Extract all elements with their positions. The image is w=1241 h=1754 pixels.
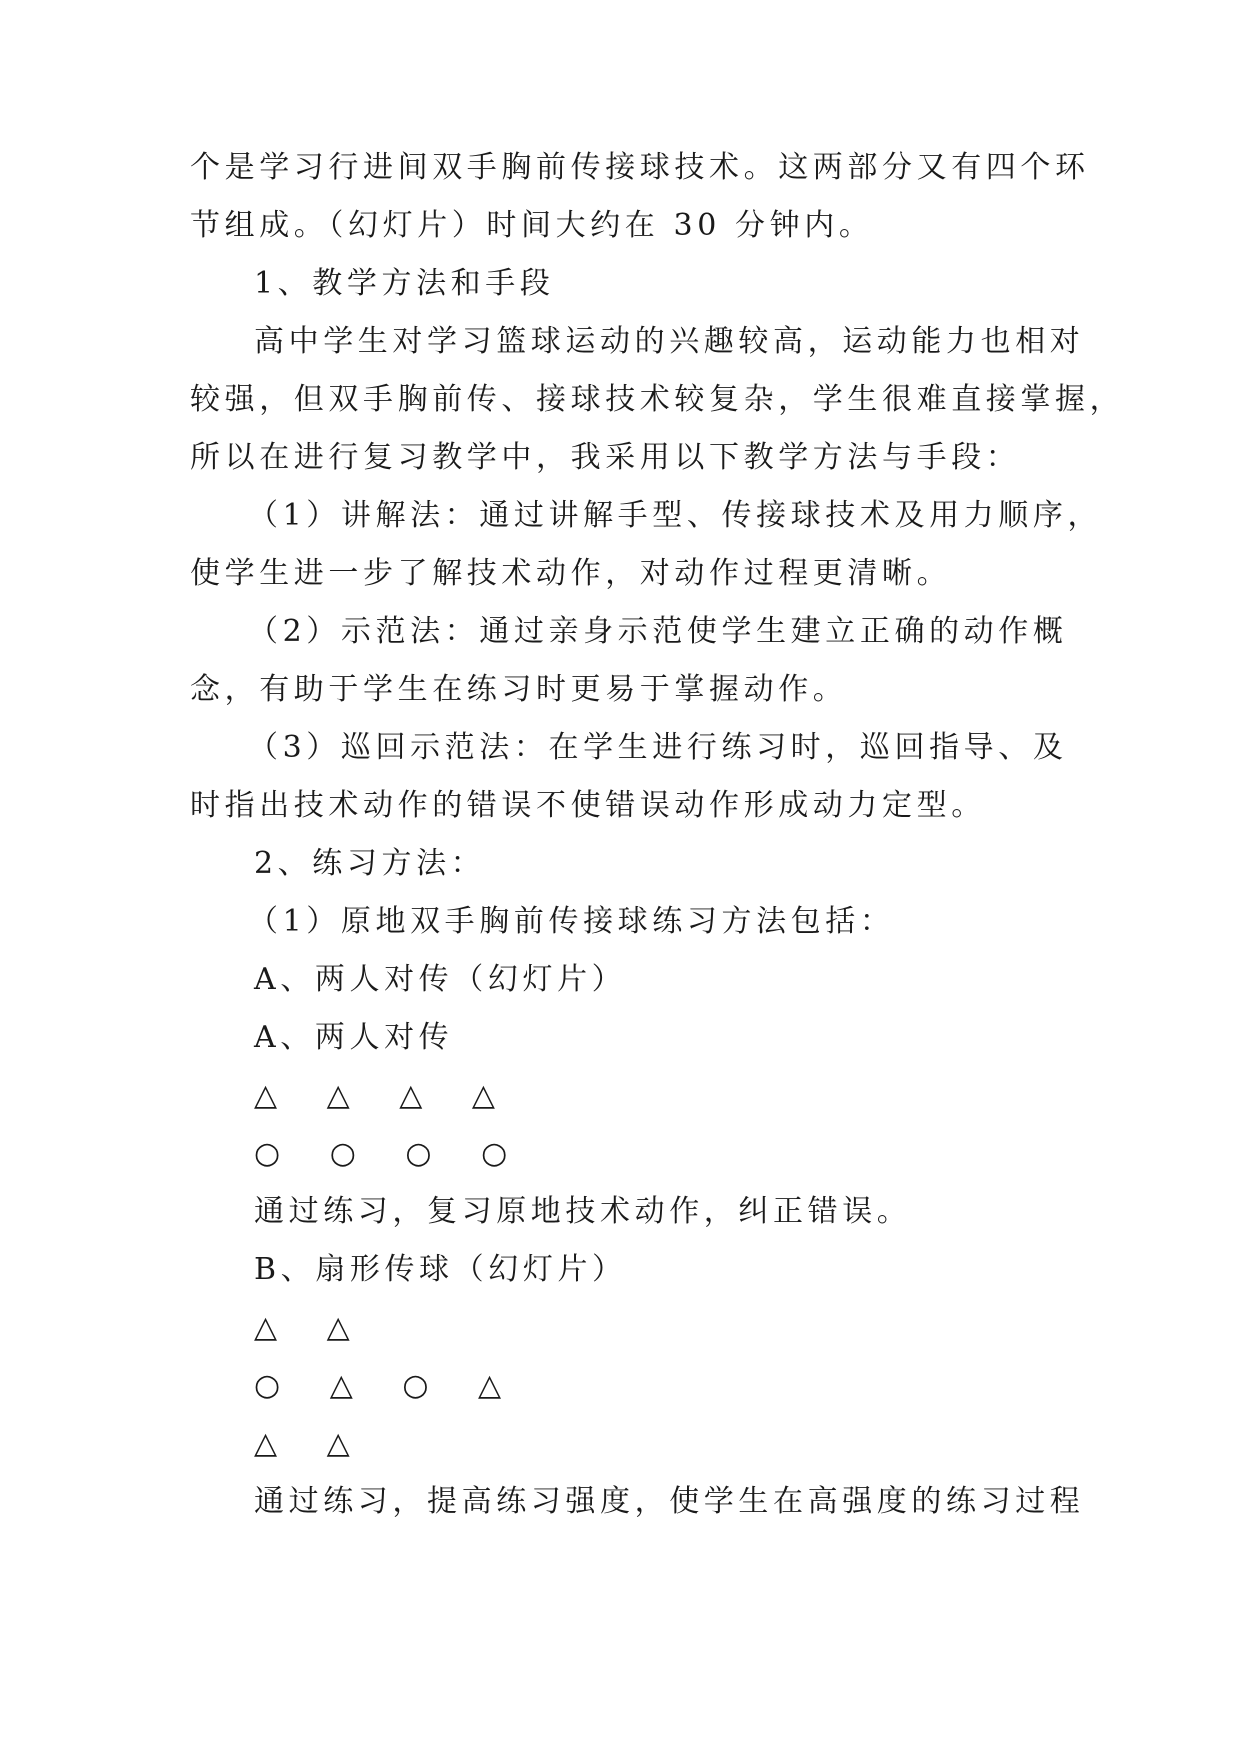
paragraph-line: 通过练习，提高练习强度，使学生在高强度的练习过程 [254,1484,1085,1519]
drill-title: A、两人对传 [254,1020,454,1055]
list-item: （1）原地双手胸前传接球练习方法包括： [248,904,895,939]
formation-row-triangles: △ △ [254,1310,370,1345]
paragraph-line: 时指出技术动作的错误不使错误动作形成动力定型。 [190,788,986,823]
section-heading: 2、练习方法： [254,846,486,881]
paragraph-line: 个是学习行进间双手胸前传接球技术。这两部分又有四个环 [190,150,1090,185]
paragraph-line: 使学生进一步了解技术动作，对动作过程更清晰。 [190,556,952,591]
paragraph-line: 所以在进行复习教学中，我采用以下教学方法与手段： [190,440,1021,475]
list-item: （2）示范法：通过亲身示范使学生建立正确的动作概 [248,614,1068,649]
paragraph-line: 念，有助于学生在练习时更易于掌握动作。 [190,672,848,707]
formation-row-triangles: △ △ [254,1426,370,1461]
list-item: （3）巡回示范法：在学生进行练习时，巡回指导、及 [248,730,1068,765]
formation-row-mixed: ○ △ ○ △ [254,1368,522,1403]
drill-title: A、两人对传（幻灯片） [254,962,627,997]
paragraph-line: 通过练习，复习原地技术动作，纠正错误。 [254,1194,912,1229]
paragraph-line: 节组成。（幻灯片）时间大约在 30 分钟内。 [190,208,874,243]
drill-title: B、扇形传球（幻灯片） [254,1252,627,1287]
section-heading: 1、教学方法和手段 [254,266,555,301]
paragraph-line: 较强，但双手胸前传、接球技术较复杂，学生很难直接掌握， [190,382,1125,417]
formation-row-circles: ○ ○ ○ ○ [254,1136,528,1171]
formation-row-triangles: △ △ △ △ [254,1078,515,1113]
paragraph-line: 高中学生对学习篮球运动的兴趣较高，运动能力也相对 [254,324,1085,359]
list-item: （1）讲解法：通过讲解手型、传接球技术及用力顺序， [248,498,1103,533]
